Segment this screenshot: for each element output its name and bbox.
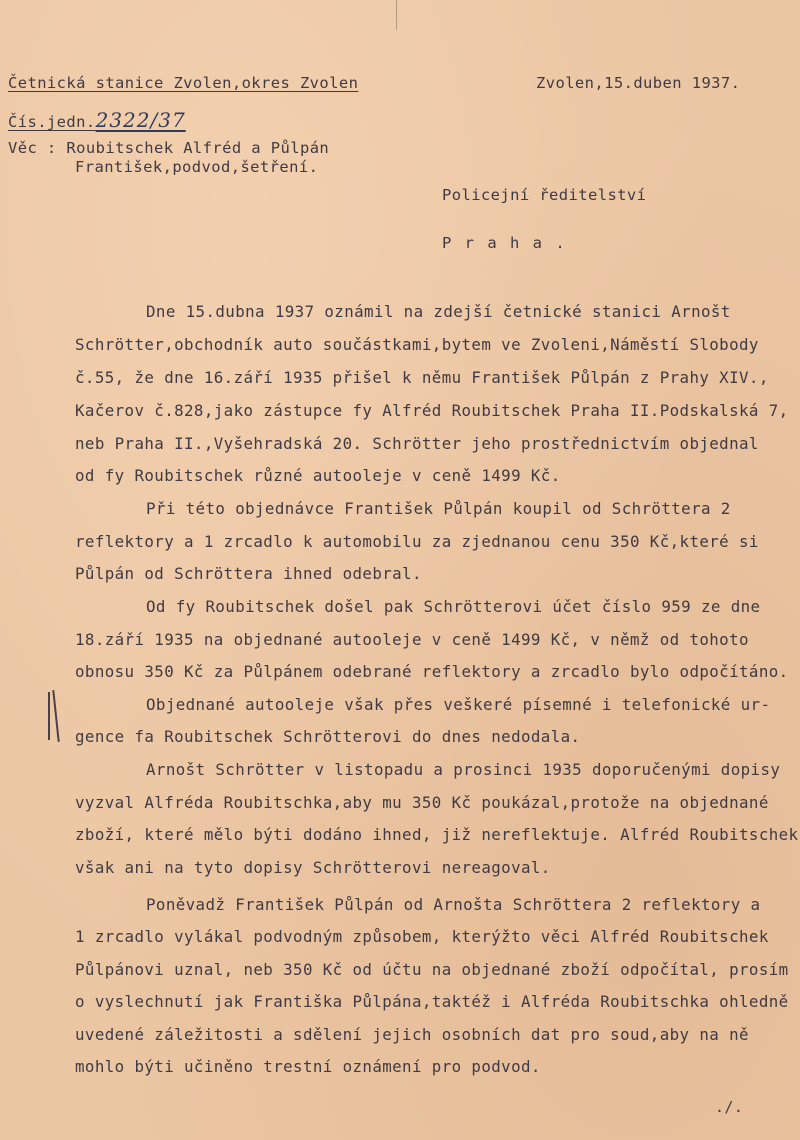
body-line: o vyslechnutí jak Františka Půlpána,taktéž i Alfréda Roubitschka ohledně	[75, 992, 789, 1011]
body-line: Půlpán od Schröttera ihned odebral.	[75, 564, 422, 583]
recipient-name: Policejní ředitelství	[442, 186, 647, 204]
body-line: Arnošt Schrötter v listopadu a prosinci 1935 doporučenými dopisy	[146, 760, 781, 779]
recipient-city: P r a h a .	[442, 234, 567, 252]
reference-label: Čís.jedn.	[8, 113, 96, 131]
body-line: Při této objednávce František Půlpán koupil od Schröttera 2	[146, 499, 731, 518]
body-line: Schrötter,obchodník auto součástkami,bytem ve Zvoleni,Náměstí Slobody	[75, 335, 759, 354]
margin-stroke-mark	[48, 692, 50, 740]
body-line: 1 zrcadlo vylákal podvodným způsobem, kterýžto věci Alfréd Roubitschek	[75, 927, 769, 946]
subject-line-2: František,podvod,šetření.	[75, 158, 319, 176]
subject-label: Věc :	[8, 139, 57, 157]
body-line: Objednané autooleje však přes veškeré písemné i telefonické ur-	[146, 695, 771, 714]
reference-line	[8, 108, 186, 132]
body-line: vyzval Alfréda Roubitschka,aby mu 350 Kč poukázal,protože na objednané	[75, 793, 769, 812]
body-line: reflektory a 1 zrcadlo k automobilu za zjednanou cenu 350 Kč,které si	[75, 532, 759, 551]
body-line: uvedené záležitosti a sdělení jejich osobních dat pro soud,aby na ně	[75, 1025, 749, 1044]
body-line: od fy Roubitschek různé autooleje v ceně 1499 Kč.	[75, 466, 561, 485]
subject-text-1: Roubitschek Alfréd a Půlpán	[66, 139, 330, 157]
place-date: Zvolen,15.duben 1937.	[536, 74, 741, 92]
station-header: Četnická stanice Zvolen,okres Zvolen	[8, 74, 359, 92]
margin-stroke-mark	[52, 690, 59, 742]
body-line: Dne 15.dubna 1937 oznámil na zdejší četnické stanici Arnošt	[146, 302, 731, 321]
body-line: 18.září 1935 na objednané autooleje v ceně 1499 Kč, v němž od tohoto	[75, 630, 749, 649]
body-line: obnosu 350 Kč za Půlpánem odebrané reflektory a zrcadlo bylo odpočítáno.	[75, 662, 789, 681]
body-line: zboží, které mělo býti dodáno ihned, již nereflektuje. Alfréd Roubitschek	[75, 825, 799, 844]
body-line: mohlo býti učiněno trestní oznámení pro podvod.	[75, 1057, 541, 1076]
continuation-mark: ./.	[715, 1098, 744, 1116]
body-line: Od fy Roubitschek došel pak Schrötterovi účet číslo 959 ze dne	[146, 597, 761, 616]
reference-number: 2322/37	[95, 108, 186, 132]
body-line: Poněvadž František Půlpán od Arnošta Schröttera 2 reflektory a	[146, 895, 761, 914]
body-line: však ani na tyto dopisy Schrötterovi nereagoval.	[75, 858, 551, 877]
body-line: č.55, že dne 16.září 1935 přišel k němu František Půlpán z Prahy XIV.,	[75, 368, 769, 387]
fold-mark	[396, 0, 397, 30]
body-line: Půlpánovi uznal, neb 350 Kč od účtu na objednané zboží odpočítal, prosím	[75, 960, 789, 979]
body-line: Kačerov č.828,jako zástupce fy Alfréd Roubitschek Praha II.Podskalská 7,	[75, 401, 789, 420]
body-line: neb Praha II.,Vyšehradská 20. Schrötter jeho prostřednictvím objednal	[75, 434, 759, 453]
body-line: gence fa Roubitschek Schrötterovi do dnes nedodala.	[75, 727, 581, 746]
subject-line-1	[8, 139, 329, 157]
